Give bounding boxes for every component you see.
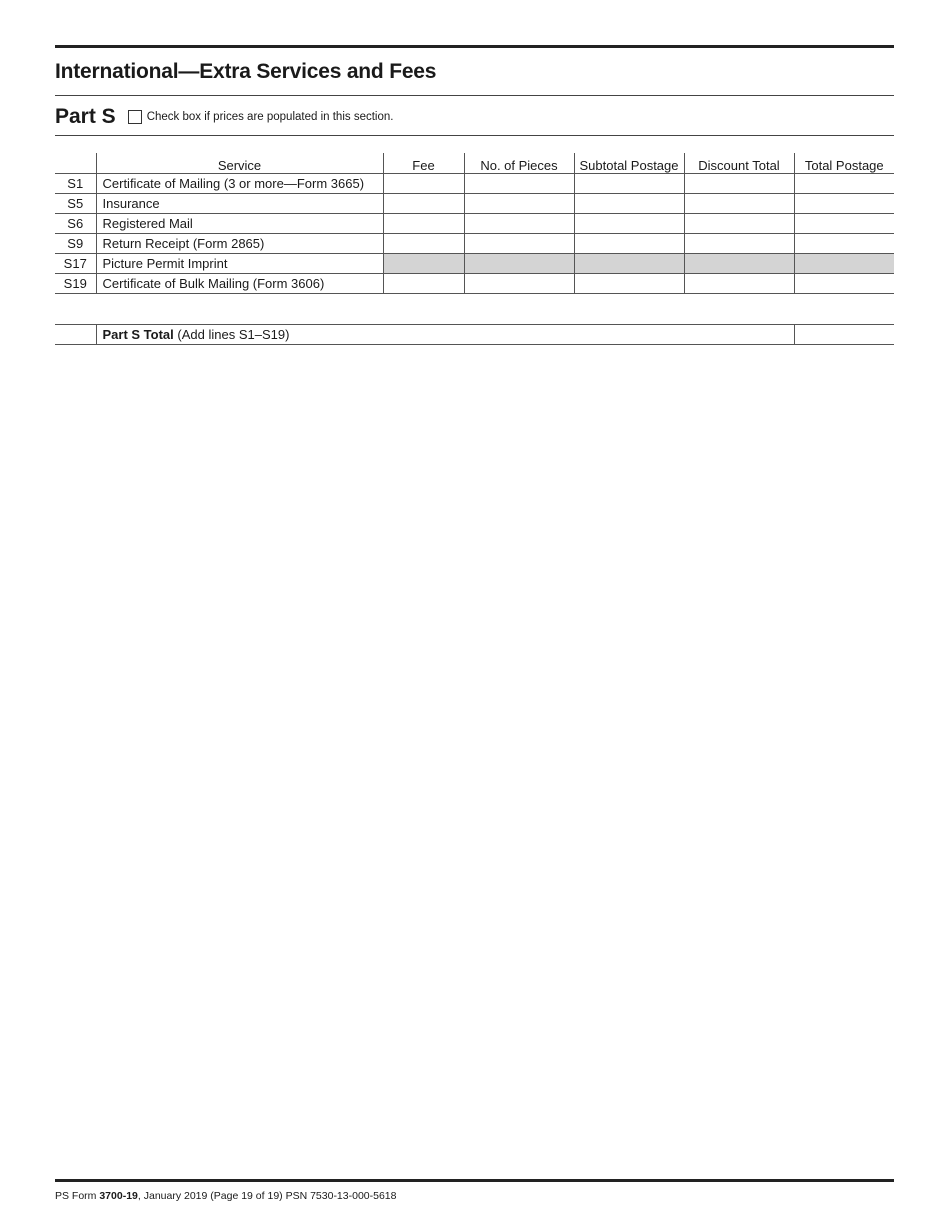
total-input[interactable] (801, 175, 889, 193)
total-postage-cell[interactable] (794, 325, 894, 345)
discount-input[interactable] (691, 195, 788, 213)
total-postage-input[interactable] (795, 326, 895, 344)
subtotal-cell[interactable] (574, 194, 684, 214)
discount-cell[interactable] (684, 214, 794, 234)
column-header: Service (96, 153, 383, 174)
total-cell[interactable] (794, 194, 894, 214)
fee-input[interactable] (390, 235, 458, 253)
line-number: S5 (55, 194, 96, 214)
discount-input[interactable] (691, 215, 788, 233)
discount-cell[interactable] (684, 194, 794, 214)
bottom-rule (55, 1179, 894, 1182)
column-header: Discount Total (684, 153, 794, 174)
table-row (55, 174, 894, 194)
line-number: S17 (55, 254, 96, 274)
fee-input[interactable] (390, 215, 458, 233)
table-header-row (55, 153, 894, 174)
discount-cell[interactable] (684, 234, 794, 254)
top-rule (55, 45, 894, 48)
pieces-cell[interactable] (464, 214, 574, 234)
fee-input[interactable] (390, 195, 458, 213)
pieces-input[interactable] (471, 215, 568, 233)
line-number: S9 (55, 234, 96, 254)
part-header (55, 102, 393, 132)
footer-form-number: 3700-19 (99, 1190, 138, 1202)
service-name: Certificate of Bulk Mailing (Form 3606) (96, 274, 383, 294)
pieces-cell[interactable] (464, 234, 574, 254)
total-cell (794, 254, 894, 274)
pieces-input[interactable] (471, 275, 568, 293)
service-name: Certificate of Mailing (3 or more—Form 3665) (96, 174, 383, 194)
pieces-input[interactable] (471, 195, 568, 213)
column-header: Fee (383, 153, 464, 174)
fee-cell[interactable] (383, 274, 464, 294)
divider (55, 95, 894, 96)
fee-input[interactable] (390, 175, 458, 193)
fee-cell[interactable] (383, 234, 464, 254)
total-cell[interactable] (794, 214, 894, 234)
part-title: Part S (55, 105, 116, 128)
service-name: Picture Permit Imprint (96, 254, 383, 274)
total-label (96, 325, 794, 345)
discount-input[interactable] (691, 275, 788, 293)
prices-populated-checkbox[interactable] (128, 110, 142, 124)
section-title: International—Extra Services and Fees (55, 60, 437, 83)
total-label-note: (Add lines S1–S19) (173, 327, 290, 342)
total-table (55, 324, 894, 345)
line-number: S1 (55, 174, 96, 194)
footer-prefix: PS Form (55, 1190, 100, 1202)
total-input[interactable] (801, 275, 889, 293)
total-cell[interactable] (794, 274, 894, 294)
fee-cell[interactable] (383, 194, 464, 214)
total-row (55, 325, 894, 345)
total-line-cell (55, 325, 96, 345)
services-table (55, 153, 894, 294)
total-cell[interactable] (794, 234, 894, 254)
pieces-cell[interactable] (464, 194, 574, 214)
subtotal-cell[interactable] (574, 214, 684, 234)
service-name: Return Receipt (Form 2865) (96, 234, 383, 254)
total-input[interactable] (801, 235, 889, 253)
line-number: S19 (55, 274, 96, 294)
pieces-cell (464, 254, 574, 274)
discount-input[interactable] (691, 235, 788, 253)
subtotal-input[interactable] (581, 195, 678, 213)
pieces-cell[interactable] (464, 174, 574, 194)
table-row (55, 214, 894, 234)
footer-suffix: , January 2019 (Page 19 of 19) PSN 7530-13-000-5618 (137, 1190, 397, 1202)
discount-cell[interactable] (684, 174, 794, 194)
divider (55, 135, 894, 136)
subtotal-cell[interactable] (574, 274, 684, 294)
column-header: Subtotal Postage (574, 153, 684, 174)
subtotal-input[interactable] (581, 275, 678, 293)
checkbox-label: Check box if prices are populated in this section. (146, 111, 394, 123)
pieces-input[interactable] (471, 235, 568, 253)
total-cell[interactable] (794, 174, 894, 194)
discount-input[interactable] (691, 175, 788, 193)
discount-cell (684, 254, 794, 274)
fee-cell (383, 254, 464, 274)
total-label-bold: Part S Total (102, 327, 174, 342)
table-row (55, 234, 894, 254)
pieces-input[interactable] (471, 175, 568, 193)
subtotal-cell[interactable] (574, 174, 684, 194)
fee-cell[interactable] (383, 174, 464, 194)
pieces-cell[interactable] (464, 274, 574, 294)
line-number: S6 (55, 214, 96, 234)
total-input[interactable] (801, 195, 889, 213)
total-input[interactable] (801, 215, 889, 233)
column-header: Total Postage (794, 153, 894, 174)
table-row (55, 274, 894, 294)
discount-cell[interactable] (684, 274, 794, 294)
subtotal-input[interactable] (581, 175, 678, 193)
column-header: No. of Pieces (464, 153, 574, 174)
footer (55, 1190, 396, 1202)
service-name: Registered Mail (96, 214, 383, 234)
subtotal-input[interactable] (581, 215, 678, 233)
subtotal-input[interactable] (581, 235, 678, 253)
fee-cell[interactable] (383, 214, 464, 234)
service-name: Insurance (96, 194, 383, 214)
fee-input[interactable] (390, 275, 458, 293)
subtotal-cell[interactable] (574, 234, 684, 254)
table-row (55, 254, 894, 274)
table-row (55, 194, 894, 214)
subtotal-cell (574, 254, 684, 274)
line-header (55, 153, 96, 174)
